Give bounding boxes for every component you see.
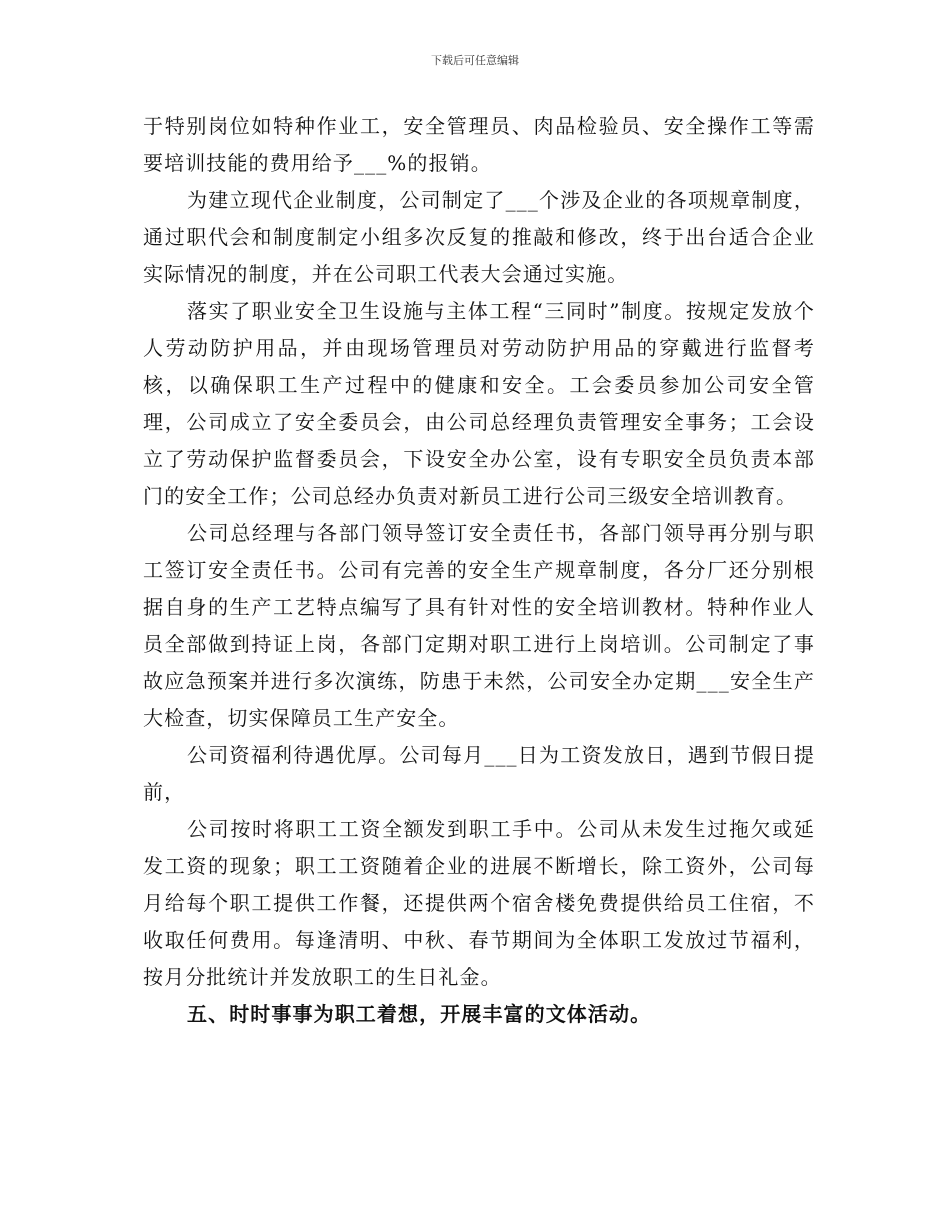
paragraph-occupational-safety: 落实了职业安全卫生设施与主体工程“三同时”制度。按规定发放个人劳动防护用品，并由现场管理员对劳动防护用品的穿戴进行监督考核，以确保职工生产过程中的健康和安全。工会委员参加公司安全管理，公司成立了安全委员会，由公司总经理负责管理安全事务；工会设立了劳动保护监督委员会，下设安全办公室，设有专职安全员负责本部门的安全工作；公司总经办负责对新员工进行公司三级安全培训教育。 xyxy=(143,299,815,508)
paragraph-regulations: 为建立现代企业制度，公司制定了___个涉及企业的各项规章制度，通过职代会和制度制定小组多次反复的推敲和修改，终于出台适合企业实际情况的制度，并在公司职工代表大会通过实施。 xyxy=(143,188,815,286)
paragraph-welfare: 公司按时将职工工资全额发到职工手中。公司从未发生过拖欠或延发工资的现象；职工工资随着企业的进展不断增长，除工资外，公司每月给每个职工提供工作餐，还提供两个宿舍楼免费提供给员工住宿，不收取任何费用。每逢清明、中秋、春节期间为全体职工发放过节福利，按月分批统计并发放职工的生日礼金。 xyxy=(143,817,815,989)
section-heading: 五、时时事事为职工着想，开展丰富的文体活动。 xyxy=(187,1002,652,1026)
paragraph-safety-responsibility: 公司总经理与各部门领导签订安全责任书，各部门领导再分别与职工签订安全责任书。公司有完善的安全生产规章制度，各分厂还分别根据自身的生产工艺特点编写了具有针对性的安全培训教材。特种作业人员全部做到持证上岗，各部门定期对职工进行上岗培训。公司制定了事故应急预案并进行多次演练，防患于未然，公司安全办定期___安全生产大检查，切实保障员工生产安全。 xyxy=(143,521,815,730)
page-header: 下载后可任意编辑 xyxy=(431,54,519,67)
document-body xyxy=(143,108,815,1033)
paragraph-training-reimbursement: 于特别岗位如特种作业工，安全管理员、肉品检验员、安全操作工等需要培训技能的费用给予___%的报销。 xyxy=(143,114,815,175)
paragraph-salary-payday: 公司资福利待遇优厚。公司每月___日为工资发放日，遇到节假日提前， xyxy=(143,743,815,804)
